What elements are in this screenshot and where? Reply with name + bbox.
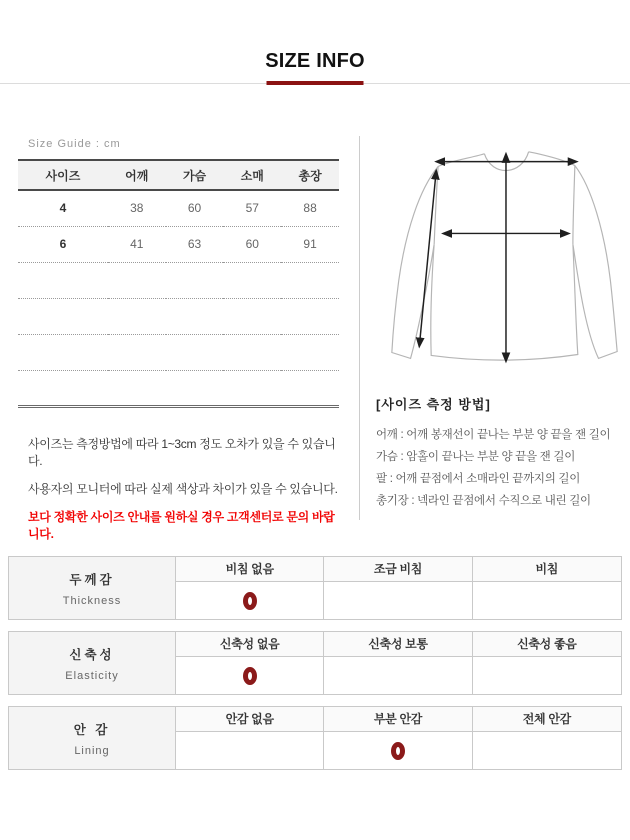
size-guide-panel	[0, 136, 359, 541]
elasticity-option-cell	[324, 657, 472, 694]
elasticity-label-ko: 신축성	[69, 647, 115, 662]
cell-chest: 63	[187, 237, 202, 251]
thickness-option-cell	[176, 582, 324, 619]
size-notes	[28, 435, 339, 542]
elasticity-table	[8, 631, 622, 695]
measure-line-shoulder: 어깨 : 어깨 봉재선이 끝나는 부분 양 끝을 잰 길이	[376, 429, 611, 441]
elasticity-option-cell	[176, 657, 324, 694]
cell-length: 88	[303, 201, 317, 216]
empty-table-row	[18, 334, 339, 370]
measure-guide	[376, 394, 628, 512]
size-guide-unit-label: Size Guide : cm	[28, 138, 121, 150]
lining-label-ko: 안 감	[73, 722, 111, 737]
page-title: SIZE INFO	[265, 50, 365, 72]
size-table-header-row	[18, 160, 339, 190]
elasticity-label-en: Elasticity	[65, 669, 119, 682]
lining-option-cell	[473, 732, 621, 769]
table-row	[18, 190, 339, 226]
lining-option-cell	[324, 732, 472, 769]
elasticity-label	[9, 632, 176, 694]
empty-table-row	[18, 370, 339, 406]
note-contact: 보다 정확한 사이즈 안내를 원하실 경우 고객센터로 문의 바랍니다.	[28, 509, 335, 541]
cell-size: 6	[59, 237, 67, 251]
header	[0, 0, 630, 84]
note-monitor: 사용자의 모니터에 따라 실제 색상과 차이가 있을 수 있습니다.	[28, 481, 338, 496]
lining-option-header: 안감 없음	[176, 707, 324, 732]
cell-size: 4	[59, 201, 67, 216]
column-header-sleeve: 소매	[223, 160, 281, 190]
elasticity-option-cell	[473, 657, 621, 694]
lining-option-header: 전체 안감	[473, 707, 621, 732]
column-header-size: 사이즈	[18, 160, 108, 190]
lining-label-en: Lining	[74, 744, 110, 757]
selected-ring-icon	[243, 592, 257, 610]
note-tolerance: 사이즈는 측정방법에 따라 1~3cm 정도 오차가 있을 수 있습니다.	[28, 436, 336, 468]
measure-line-arm: 팔 : 어깨 끝점에서 소매라인 끝까지의 길이	[376, 473, 581, 485]
table-row	[18, 226, 339, 262]
spec-tables	[8, 556, 622, 770]
thickness-option-header: 비침 없음	[176, 557, 324, 582]
cell-sleeve: 60	[245, 237, 259, 251]
cell-chest: 60	[187, 201, 202, 216]
column-header-chest: 가슴	[166, 160, 224, 190]
empty-table-row	[18, 262, 339, 298]
column-header-length: 총장	[281, 160, 339, 190]
cell-shoulder: 38	[130, 201, 144, 216]
thickness-option-header: 조금 비침	[324, 557, 472, 582]
column-header-shoulder: 어깨	[108, 160, 166, 190]
cell-sleeve: 57	[245, 201, 259, 216]
shirt-measurement-diagram	[382, 138, 628, 384]
elasticity-option-header: 신축성 보통	[324, 632, 472, 657]
cell-length: 91	[303, 237, 317, 251]
lining-label	[9, 707, 176, 769]
empty-table-row	[18, 298, 339, 334]
lining-table	[8, 706, 622, 770]
cell-shoulder: 41	[130, 237, 144, 251]
thickness-label	[9, 557, 176, 619]
header-divider	[0, 83, 630, 84]
thickness-label-en: Thickness	[62, 594, 122, 607]
shirt-outline	[392, 152, 617, 360]
measure-line-length: 총기장 : 넥라인 끝점에서 수직으로 내린 길이	[376, 495, 591, 507]
measure-guide-heading: [사이즈 측정 방법]	[376, 397, 491, 412]
selected-ring-icon	[243, 667, 257, 685]
lining-option-cell	[176, 732, 324, 769]
size-table	[18, 159, 339, 408]
header-accent-bar	[267, 81, 364, 85]
selected-ring-icon	[391, 742, 405, 760]
thickness-table	[8, 556, 622, 620]
lining-option-header: 부분 안감	[324, 707, 472, 732]
measurement-panel	[359, 136, 630, 520]
elasticity-option-header: 신축성 좋음	[473, 632, 621, 657]
thickness-option-header: 비침	[473, 557, 621, 582]
thickness-label-ko: 두께감	[69, 572, 115, 587]
thickness-option-cell	[473, 582, 621, 619]
thickness-option-cell	[324, 582, 472, 619]
measure-line-chest: 가슴 : 암홀이 끝나는 부분 양 끝을 잰 길이	[376, 451, 575, 463]
content-columns	[0, 136, 630, 541]
elasticity-option-header: 신축성 없음	[176, 632, 324, 657]
